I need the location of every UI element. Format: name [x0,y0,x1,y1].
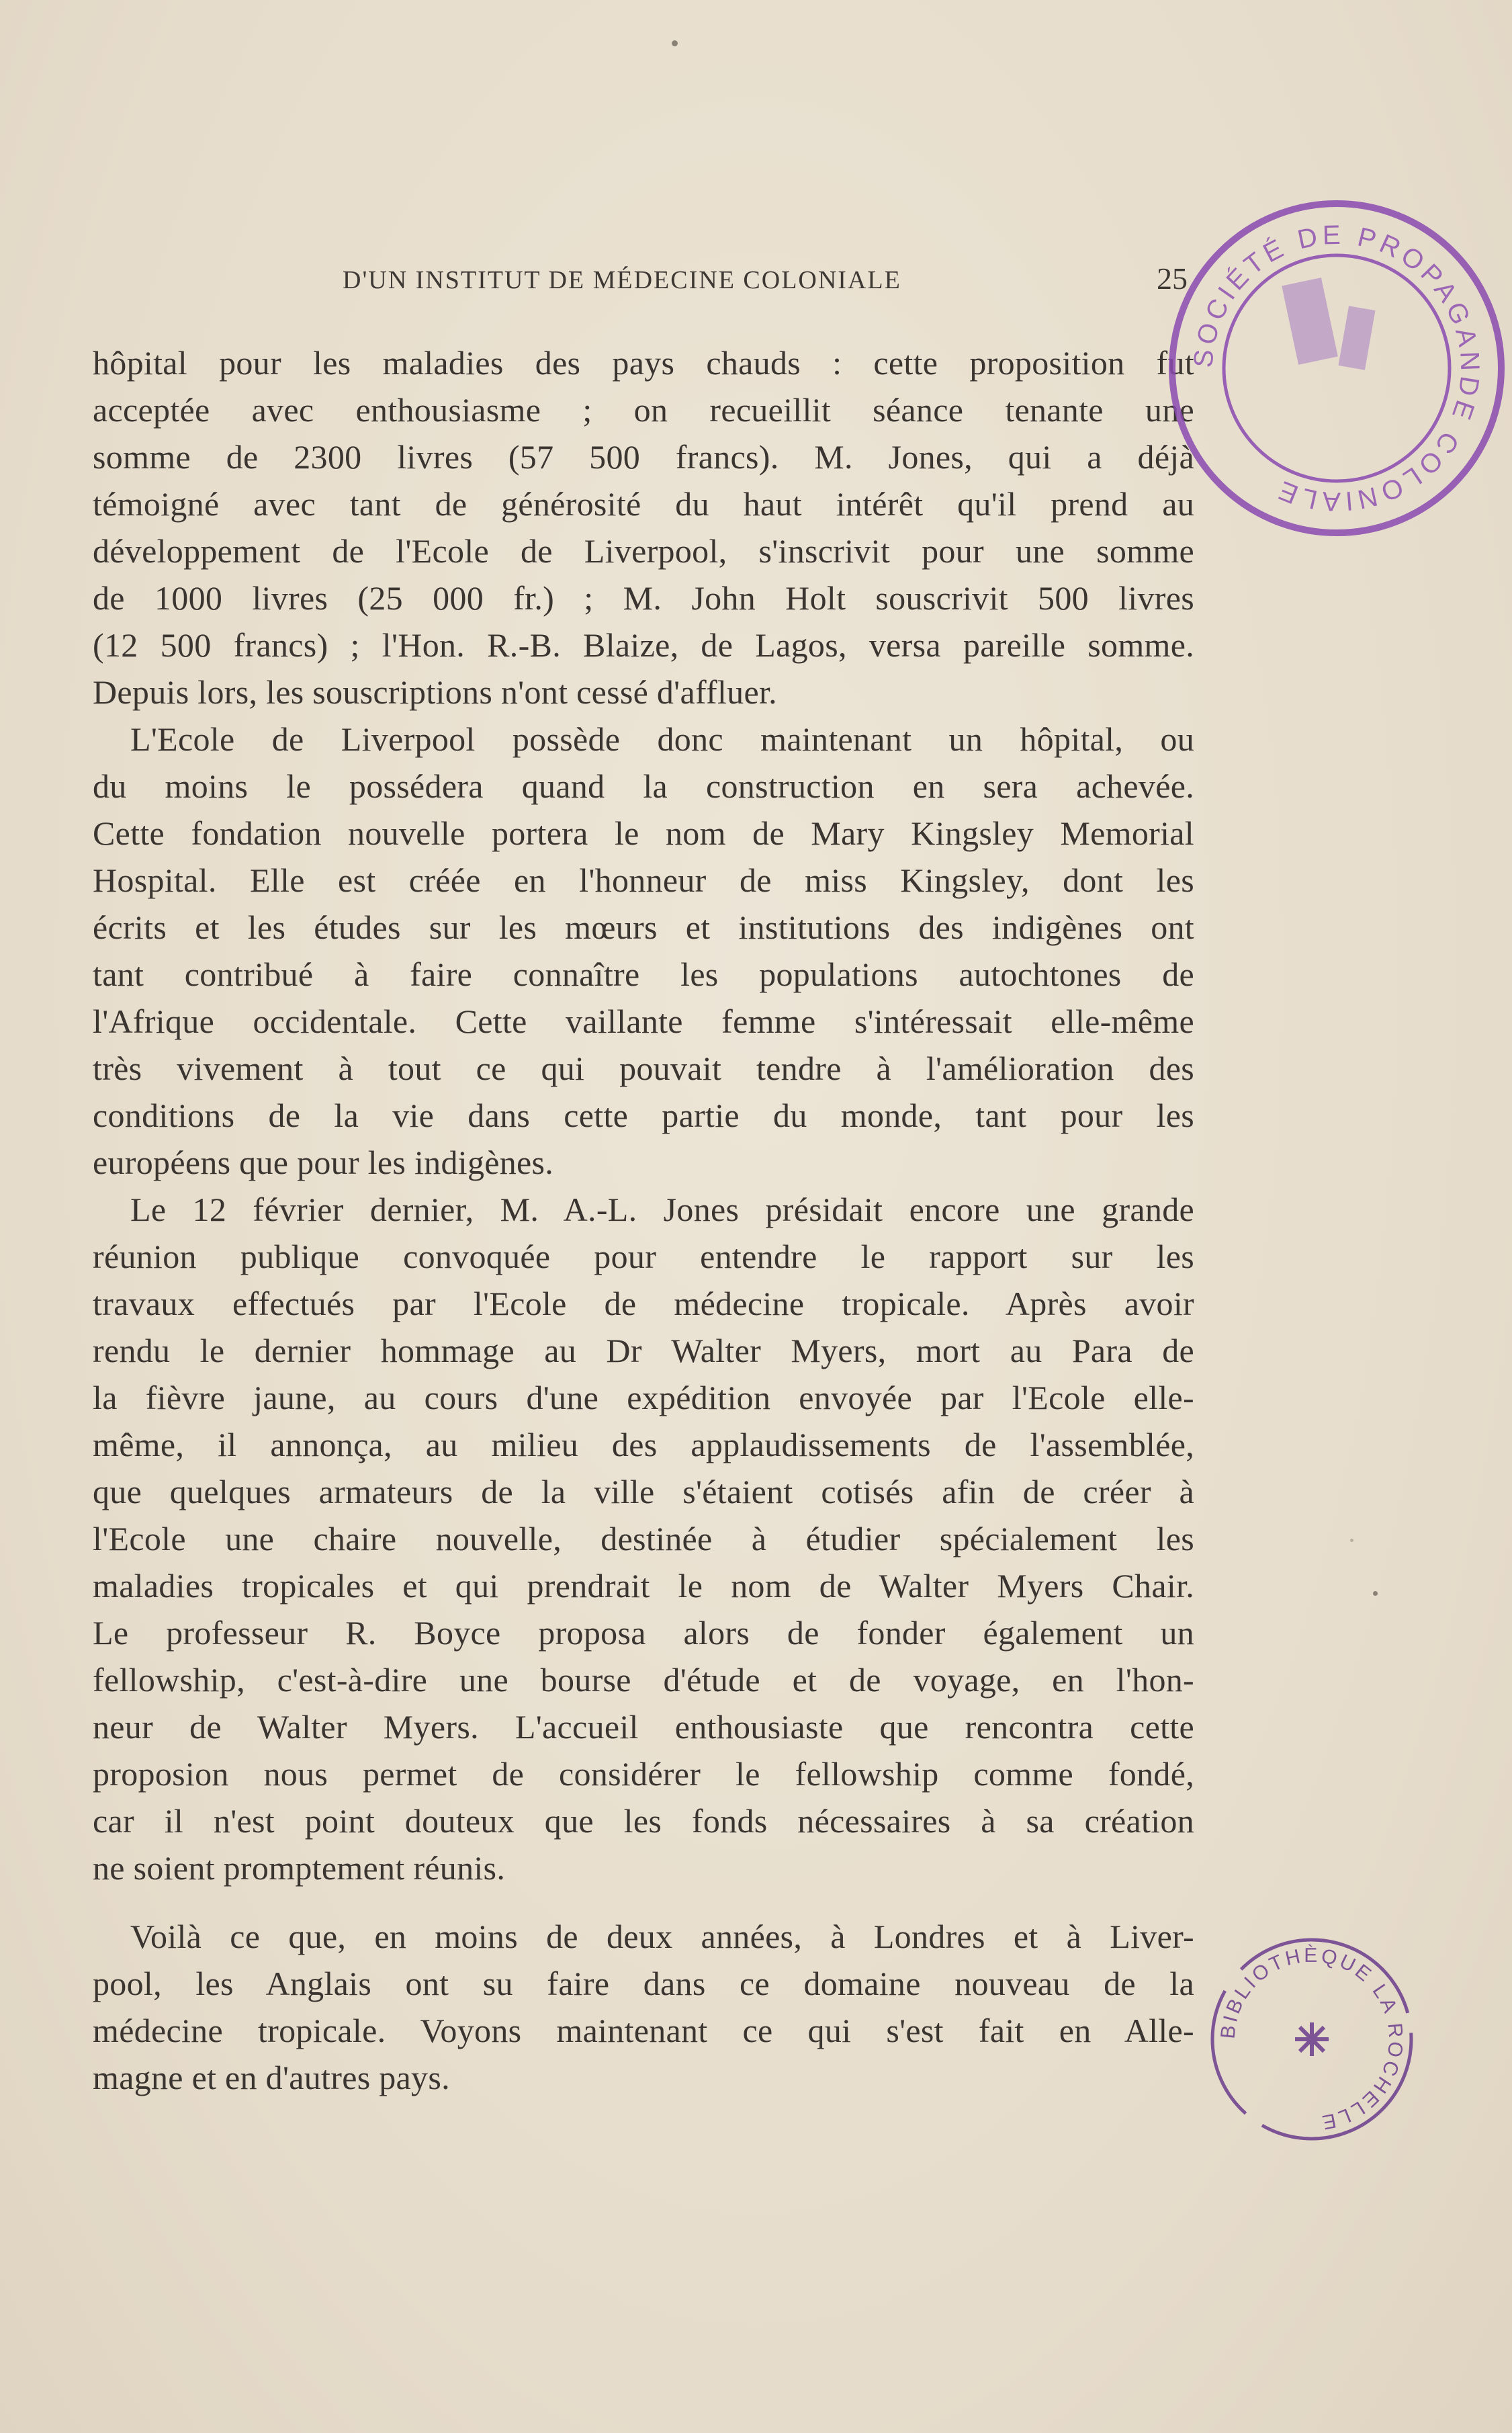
paragraph-1 [93,339,1194,716]
text-line: témoigné avec tant de générosité du haut intérêt qu'il prend au [93,485,1194,523]
text-line: (12 500 francs) ; l'Hon. R.-B. Blaize, de Lagos, versa pareille somme. [93,626,1194,664]
text-line: écrits et les études sur les mœurs et institutions des indigènes ont [93,908,1194,946]
text-line: tant contribué à faire connaître les populations autochtones de [93,955,1194,993]
text-line: fellowship, c'est-à-dire une bourse d'étude et de voyage, en l'hon- [93,1661,1194,1699]
text-line: la fièvre jaune, au cours d'une expédition envoyée par l'Ecole elle- [93,1379,1194,1416]
stamp-ring-text: SOCIÉTÉ DE PROPAGANDE COLONIALE [1188,220,1485,517]
text-line: proposion nous permet de considérer le fellowship comme fondé, [93,1755,1194,1793]
body-text [93,339,1194,2101]
stamp-ring-text: BIBLIOTHÈQUE LA ROCHELLE [1216,1944,1407,2134]
text-line: car il n'est point douteux que les fonds nécessaires à sa création [93,1802,1194,1840]
text-line: très vivement à tout ce qui pouvait tendre à l'amélioration des [93,1050,1194,1087]
paragraph-2 [93,716,1194,1186]
text-line: pool, les Anglais ont su faire dans ce domaine nouveau de la [93,1965,1194,2002]
text-line: maladies tropicales et qui prendrait le nom de Walter Myers Chair. [93,1567,1194,1605]
paragraph-4 [93,1913,1194,2101]
text-line: magne et en d'autres pays. [93,2059,450,2096]
text-line: somme de 2300 livres (57 500 francs). M. Jones, qui a déjà [93,438,1194,476]
paper-speck [1373,1591,1378,1596]
text-line: rendu le dernier hommage au Dr Walter Myers, mort au Para de [93,1332,1194,1369]
running-title: D'UN INSTITUT DE MÉDECINE COLONIALE [343,266,901,294]
text-line: neur de Walter Myers. L'accueil enthousiaste que rencontra cette [93,1708,1194,1746]
paragraph-gap [93,1891,1194,1913]
text-line: Voilà ce que, en moins de deux années, à Londres et à Liver- [130,1918,1194,1955]
text-line: Cette fondation nouvelle portera le nom de Mary Kingsley Memorial [93,814,1194,852]
paper-speck [1350,1539,1353,1542]
text-line: L'Ecole de Liverpool possède donc maintenant un hôpital, ou [130,720,1194,758]
text-line: même, il annonça, au milieu des applaudissements de l'assemblée, [93,1426,1194,1463]
text-line: Le professeur R. Boyce proposa alors de fonder également un [93,1614,1194,1652]
text-line: de 1000 livres (25 000 fr.) ; M. John Holt souscrivit 500 livres [93,579,1194,617]
text-line: conditions de la vie dans cette partie du monde, tant pour les [93,1097,1194,1134]
text-line: Le 12 février dernier, M. A.-L. Jones présidait encore une grande [130,1191,1194,1228]
text-line: ne soient promptement réunis. [93,1849,506,1887]
page-number: 25 [1157,261,1188,296]
text-line: européens que pour les indigènes. [93,1144,554,1181]
text-line: développement de l'Ecole de Liverpool, s'inscrivit pour une somme [93,532,1194,570]
text-line: médecine tropicale. Voyons maintenant ce qui s'est fait en Alle- [93,2012,1194,2049]
text-line: acceptée avec enthousiasme ; on recueillit séance tenante une [93,391,1194,429]
text-line: Depuis lors, les souscriptions n'ont cessé d'affluer. [93,673,777,711]
paragraph-3 [93,1186,1194,1891]
text-line: réunion publique convoquée pour entendre le rapport sur les [93,1238,1194,1275]
text-line: l'Afrique occidentale. Cette vaillante femme s'intéressait elle-même [93,1002,1194,1040]
text-line: hôpital pour les maladies des pays chauds : cette proposition fut [93,344,1194,382]
text-line: travaux effectués par l'Ecole de médecine tropicale. Après avoir [93,1285,1194,1322]
text-line: que quelques armateurs de la ville s'étaient cotisés afin de créer à [93,1473,1194,1510]
text-line: l'Ecole une chaire nouvelle, destinée à étudier spécialement les [93,1520,1194,1557]
paper-speck [672,40,678,46]
text-line: Hospital. Elle est créée en l'honneur de miss Kingsley, dont les [93,861,1194,899]
text-line: du moins le possédera quand la construction en sera achevée. [93,767,1194,805]
